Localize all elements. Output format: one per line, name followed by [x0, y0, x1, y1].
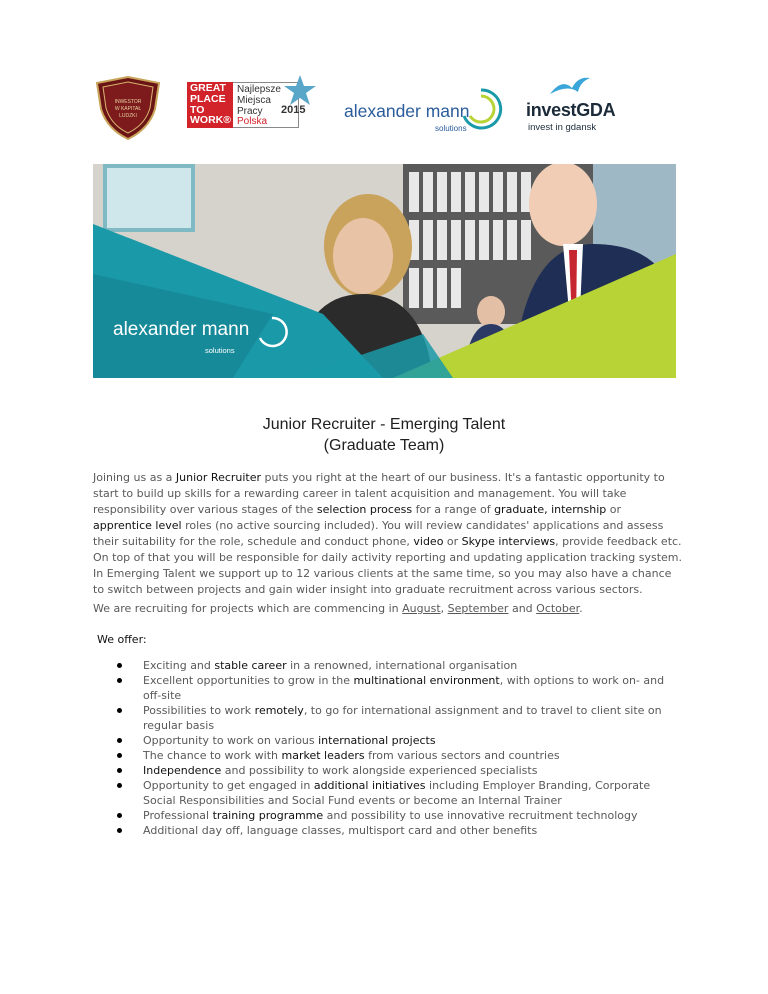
gptw-line: WORK® [190, 114, 231, 127]
svg-text:INWESTOR: INWESTOR [114, 99, 142, 105]
bullet-icon [117, 768, 122, 773]
keyword: Independence [143, 764, 222, 777]
text: Exciting and [143, 659, 215, 672]
text: We are recruiting for projects which are commencing in [93, 602, 403, 615]
banner-brand-sub: solutions [205, 346, 235, 355]
keyword: market leaders [281, 749, 365, 762]
keyword: additional initiatives [313, 779, 426, 792]
gptw-red-box [187, 82, 233, 128]
hero-banner [93, 164, 676, 378]
text: or [443, 535, 462, 548]
text: , [440, 602, 448, 615]
month-october: October [536, 602, 580, 615]
benefit-item [97, 763, 667, 778]
text: puts you right at the heart of our business. It's a fantastic opportunity to start to build up skills for a rewarding career in talent acquisition and management. You will take responsibility over various stages of the [93, 471, 665, 516]
text: , to go for international assignment and to travel to client site on regular basis [143, 704, 662, 732]
keyword: graduate, internship [494, 503, 607, 516]
text: Professional [143, 809, 213, 822]
star-icon [283, 74, 317, 108]
gptw-award-line: Miejsca [237, 95, 271, 106]
swirl-icon [458, 86, 504, 132]
projects-paragraph [93, 601, 683, 617]
bullet-icon [117, 708, 122, 713]
benefit-item [97, 748, 667, 763]
benefit-item [97, 823, 667, 838]
keyword: apprentice level [93, 519, 182, 532]
investgda-logo [522, 74, 632, 140]
bullet-icon [117, 663, 122, 668]
text: for a range of [412, 503, 495, 516]
bullet-icon [117, 678, 122, 683]
text: in a renowned, international organisation [286, 659, 518, 672]
bullet-icon [117, 783, 122, 788]
job-title: Junior Recruiter - Emerging Talent [262, 416, 506, 433]
benefit-item [97, 733, 667, 748]
text: roles (no active sourcing included). You will review candidates' applications and assess their suitability for the role, schedule and conduct phone, [93, 519, 664, 548]
gptw-line: TO [190, 103, 205, 116]
job-subtitle: (Graduate Team) [323, 437, 445, 454]
logo-row [0, 72, 768, 142]
bullet-icon [117, 738, 122, 743]
text: . [579, 602, 583, 615]
keyword: training programme [212, 809, 324, 822]
text: In Emerging Talent we support up to 12 various clients at the same time, so you may also have a chance to switch between projects and gain wider insight into graduate recruitment across various sectors. [93, 567, 672, 596]
banner-swirl-icon [255, 314, 289, 354]
text: Opportunity to get engaged in [143, 779, 314, 792]
benefit-item [97, 778, 667, 808]
keyword: video [413, 535, 444, 548]
benefit-item [97, 808, 667, 823]
banner-brand-name: alexander mann [113, 319, 250, 340]
gptw-award-line: Pracy [237, 106, 263, 117]
text: Excellent opportunities to grow in the [143, 674, 354, 687]
svg-text:LUDZKI: LUDZKI [119, 113, 137, 119]
month-august: August [402, 602, 441, 615]
gptw-line: GREAT [190, 82, 226, 94]
keyword: international projects [318, 734, 436, 747]
text: Additional day off, language classes, multisport card and other benefits [143, 824, 538, 837]
text: Joining us as a [93, 471, 176, 484]
gptw-year: 2015 [281, 104, 306, 116]
benefit-item [97, 703, 667, 733]
text: or [606, 503, 621, 516]
keyword: Junior Recruiter [175, 471, 262, 484]
text: , with options to work on- and off-site [143, 674, 665, 702]
benefit-item [97, 673, 667, 703]
great-place-to-work-logo [187, 82, 315, 134]
text: , provide feedback etc. On top of that you will be responsible for daily activity reporting and updating application tracking system. [93, 535, 682, 564]
text: The chance to work with [143, 749, 282, 762]
gptw-award-line: Najlepsze [237, 84, 281, 95]
keyword: Skype interviews [461, 535, 556, 548]
text: and possibility to use innovative recruitment technology [323, 809, 638, 822]
investgda-tagline: invest in gdansk [528, 122, 597, 133]
text: from various sectors and countries [364, 749, 560, 762]
month-september: September [447, 602, 509, 615]
bullet-icon [117, 753, 122, 758]
benefits-list [97, 658, 667, 838]
benefit-item [97, 658, 667, 673]
gptw-country: Polska [237, 116, 268, 127]
intro-paragraph [93, 470, 683, 598]
text: Opportunity to work on various [143, 734, 319, 747]
offer-heading: We offer: [97, 633, 147, 646]
keyword: remotely [254, 704, 304, 717]
text: Possibilities to work [143, 704, 255, 717]
investgda-name: investGDA [526, 100, 616, 120]
bullet-icon [117, 813, 122, 818]
am-logo-name: alexander mann [344, 101, 470, 121]
text: including Employer Branding, Corporate Social Responsibilities and Social Fund events or become an Internal Trainer [143, 779, 651, 807]
svg-text:W KAPITAŁ: W KAPITAŁ [114, 106, 142, 112]
bullet-icon [117, 828, 122, 833]
gptw-line: PLACE [190, 92, 226, 105]
bird-icon [548, 74, 592, 100]
investor-in-people-logo [93, 75, 163, 141]
hero-photo [93, 164, 676, 378]
text: and [508, 602, 537, 615]
text: and possibility to work alongside experienced specialists [221, 764, 538, 777]
keyword: multinational environment [353, 674, 500, 687]
keyword: selection process [316, 503, 413, 516]
alexander-mann-logo [340, 82, 505, 138]
keyword: stable career [214, 659, 287, 672]
am-logo-sub: solutions [435, 124, 467, 133]
